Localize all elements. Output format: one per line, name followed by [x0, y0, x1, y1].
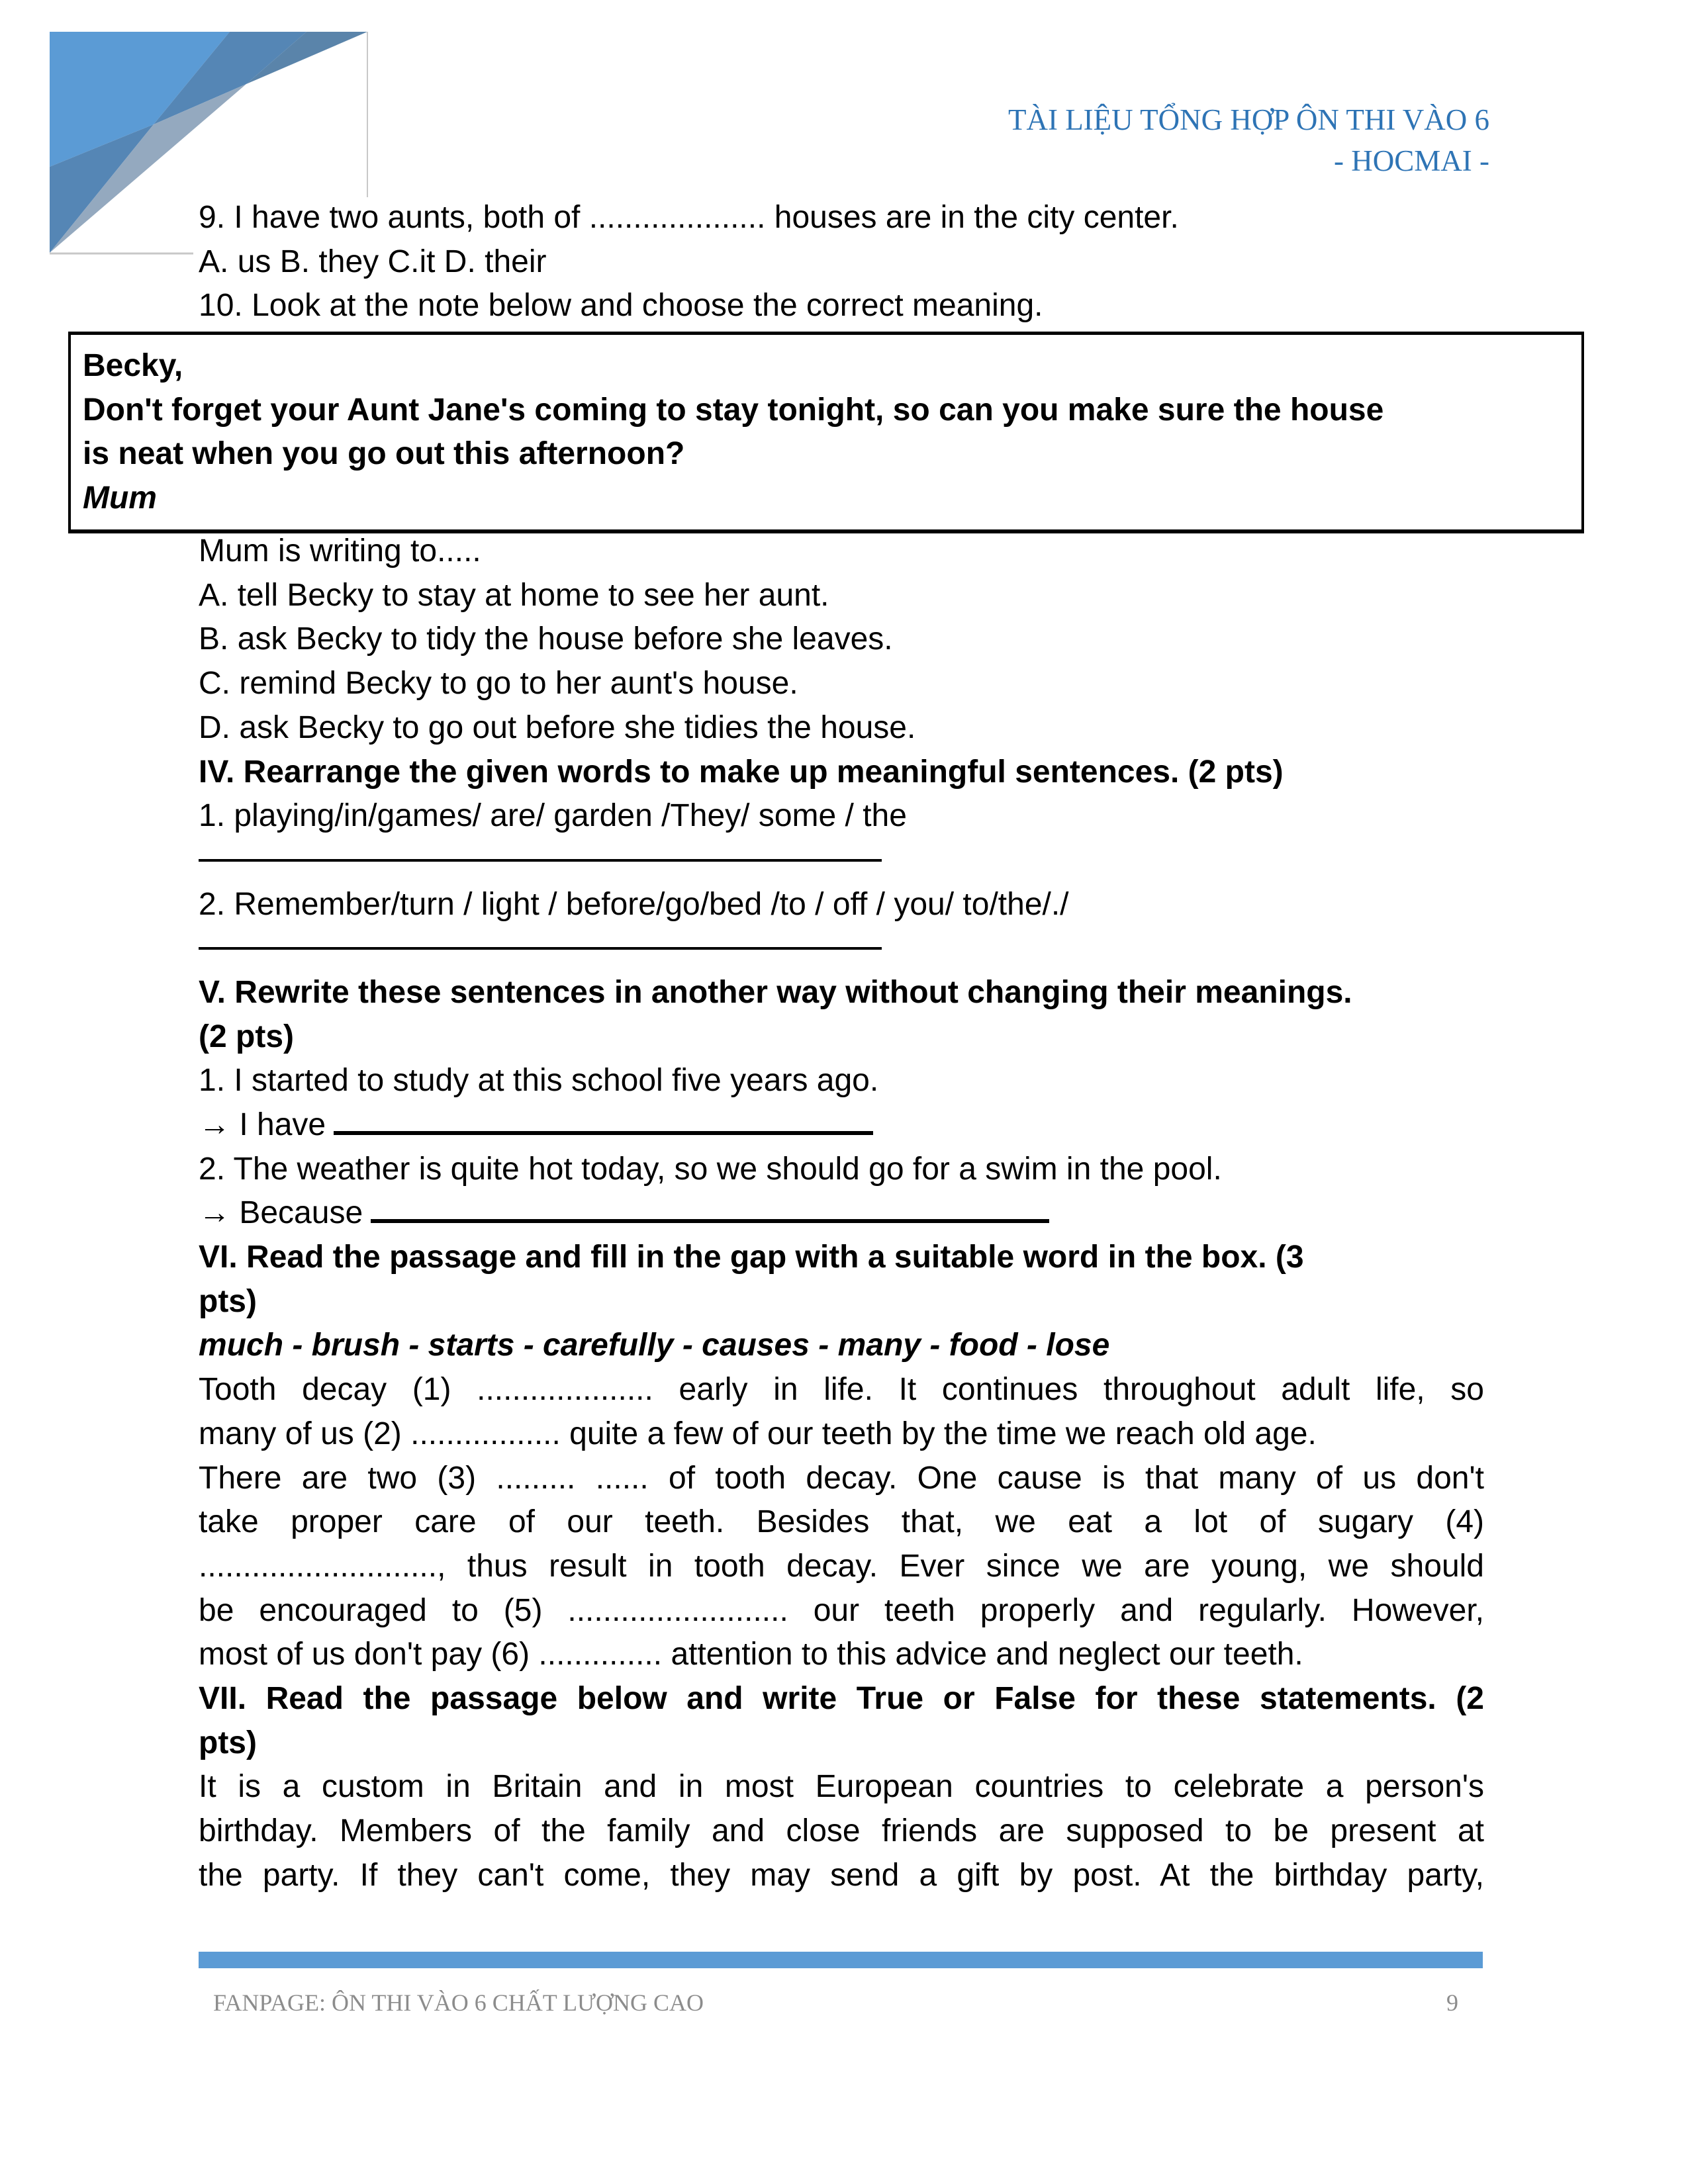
question-9-text: 9. I have two aunts, both of .................... houses are in the city center. [199, 200, 1179, 235]
note-signature: Mum [83, 480, 157, 516]
section-4-item-2: 2. Remember/turn / light / before/go/bed /to / off / you/ to/the/./ [199, 886, 1069, 922]
section-5-heading: V. Rewrite these sentences in another way without changing their meanings. [199, 974, 1352, 1010]
page-number: 9 [1446, 1989, 1458, 2016]
passage-7-line-2: birthday. Members of the family and close friends are supposed to be present at [199, 1813, 1484, 1848]
section-5-item-2: 2. The weather is quite hot today, so we should go for a swim in the pool. [199, 1151, 1222, 1187]
answer-prompt: → I have [199, 1107, 326, 1142]
answer-blank-5-2[interactable] [371, 1193, 1049, 1223]
answer-blank-5-1[interactable] [334, 1105, 873, 1135]
section-6-heading-points: pts) [199, 1283, 257, 1319]
header-subtitle: - HOCMAI - [1334, 144, 1489, 177]
note-body-line-2: is neat when you go out this afternoon? [83, 436, 685, 472]
question-10-option-c: C. remind Becky to go to her aunt's house. [199, 666, 798, 702]
note-salutation: Becky, [83, 348, 183, 383]
section-7-heading-points: pts) [199, 1725, 257, 1760]
passage-7-line-3: the party. If they can't come, they may send a gift by post. At the birthday party, [199, 1857, 1484, 1893]
note-box-spacer [199, 328, 1484, 529]
answer-prompt: → Because [199, 1195, 363, 1231]
footer-bar [199, 1952, 1483, 1968]
question-10-option-a: A. tell Becky to stay at home to see her aunt. [199, 577, 829, 613]
note-body-line-1: Don't forget your Aunt Jane's coming to stay tonight, so can you make sure the house [83, 392, 1384, 428]
question-10-text: 10. Look at the note below and choose the correct meaning. [199, 288, 1043, 324]
answer-line-4-1[interactable] [199, 839, 1484, 883]
document-header [1008, 99, 1489, 181]
passage-6-line-2: many of us (2) ................. quite a few of our teeth by the time we reach old age. [199, 1416, 1317, 1451]
section-5-heading-points: (2 pts) [199, 1019, 294, 1054]
section-4-heading: IV. Rearrange the given words to make up meaningful sentences. (2 pts) [199, 754, 1284, 790]
section-6-heading: VI. Read the passage and fill in the gap with a suitable word in the box. (3 [199, 1240, 1304, 1275]
section-5-item-1: 1. I started to study at this school five years ago. [199, 1063, 879, 1099]
document-body [199, 196, 1484, 1897]
footer-text: FANPAGE: ÔN THI VÀO 6 CHẤT LƯỢNG CAO [213, 1989, 704, 2016]
passage-6-line-5: ..........................., thus result in tooth decay. Ever since we are young, we should [199, 1548, 1484, 1584]
passage-6-line-7: most of us don't pay (6) .............. attention to this advice and neglect our teeth. [199, 1637, 1303, 1672]
answer-line-4-2[interactable] [199, 927, 1484, 971]
passage-6-line-4: take proper care of our teeth. Besides that, we eat a lot of sugary (4) [199, 1504, 1484, 1540]
passage-6-line-1: Tooth decay (1) .................... early in life. It continues throughout adult life, so [199, 1372, 1484, 1408]
question-9-options: A. us B. they C.it D. their [199, 244, 547, 279]
passage-7-line-1: It is a custom in Britain and in most European countries to celebrate a person's [199, 1769, 1484, 1805]
section-7-heading: VII. Read the passage below and write True or False for these statements. (2 [199, 1680, 1484, 1716]
section-4-item-1: 1. playing/in/games/ are/ garden /They/ some / the [199, 798, 907, 834]
passage-6-line-3: There are two (3) ......... ...... of tooth decay. One cause is that many of us don't [199, 1460, 1484, 1496]
question-10-option-d: D. ask Becky to go out before she tidies the house. [199, 709, 916, 745]
question-10-option-b: B. ask Becky to tidy the house before she leaves. [199, 621, 893, 657]
answer-rule [199, 859, 882, 862]
header-title: TÀI LIỆU TỔNG HỢP ÔN THI VÀO 6 [1008, 103, 1489, 136]
passage-6-line-6: be encouraged to (5) ......................... our teeth properly and regularly. However, [199, 1592, 1484, 1628]
answer-rule [199, 947, 882, 950]
section-5-item-1-answer [199, 1103, 1484, 1148]
word-box: much - brush - starts - carefully - causes - many - food - lose [199, 1328, 1110, 1363]
question-10-prompt: Mum is writing to..... [199, 533, 481, 569]
section-5-item-2-answer [199, 1191, 1484, 1236]
